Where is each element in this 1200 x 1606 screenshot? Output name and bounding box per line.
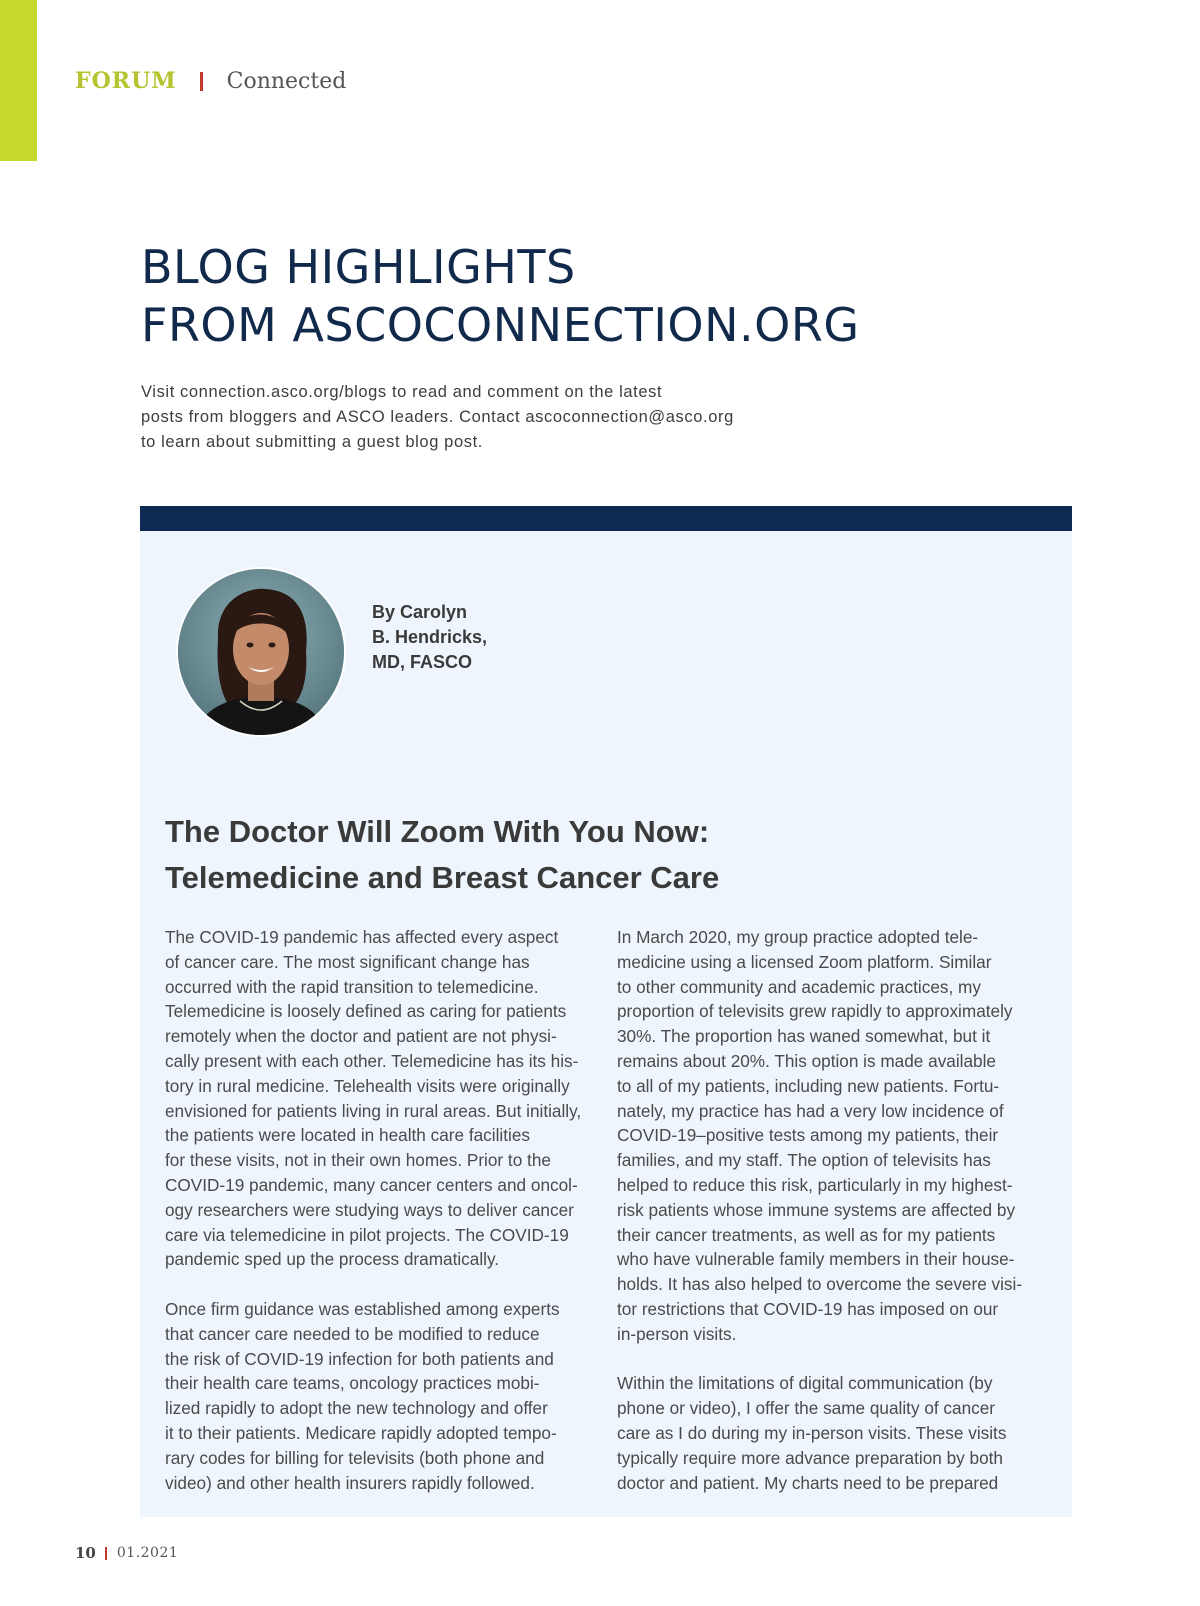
article-text-line: families, and my staff. The option of televisits has: [617, 1150, 991, 1171]
article-text-line: phone or video), I offer the same quality of cancer: [617, 1398, 996, 1419]
article-text-line: 30%. The proportion has waned somewhat, but it: [617, 1026, 991, 1047]
article-text-line: COVID-19 pandemic, many cancer centers and oncol-: [165, 1174, 578, 1195]
page-number: 10: [75, 1544, 96, 1562]
article-text-line: lized rapidly to adopt the new technology and offer: [165, 1398, 548, 1419]
intro-line: posts from bloggers and ASCO leaders. Contact ascoconnection@asco.org: [141, 408, 734, 426]
byline-line: By Carolyn: [372, 602, 468, 622]
article-text-line: remotely when the doctor and patient are not physi-: [165, 1026, 557, 1047]
article-text-line: Once firm guidance was established among experts: [165, 1298, 560, 1319]
issue-date: 01.2021: [116, 1545, 179, 1561]
article-text-line: their cancer treatments, as well as for my patients: [617, 1224, 996, 1245]
author-byline: [372, 600, 487, 675]
article-text-line: the risk of COVID-19 infection for both patients and: [165, 1348, 554, 1369]
card-header-bar: [140, 506, 1072, 531]
article-text-line: tory in rural medicine. Telehealth visits were originally: [165, 1075, 570, 1096]
article-text-line: holds. It has also helped to overcome the severe visi-: [617, 1274, 1023, 1295]
article-text-line: nately, my practice has had a very low incidence of: [617, 1100, 1004, 1121]
page-title: [141, 238, 859, 354]
article-text-line: remains about 20%. This option is made available: [617, 1050, 996, 1071]
article-text-line: in-person visits.: [617, 1323, 737, 1344]
article-text-line: ogy researchers were studying ways to deliver cancer: [165, 1199, 574, 1220]
article-text-line: medicine using a licensed Zoom platform. Similar: [617, 951, 992, 972]
article-text-line: typically require more advance preparation by both: [617, 1447, 1003, 1468]
page-title-line: FROM ASCOCONNECTION.ORG: [141, 298, 860, 352]
article-text-line: who have vulnerable family members in their house-: [617, 1249, 1015, 1270]
article-column-left: [165, 925, 602, 1495]
article-text-line: envisioned for patients living in rural areas. But initially,: [165, 1100, 582, 1121]
byline-line: MD, FASCO: [372, 652, 473, 672]
header-separator: [200, 72, 203, 91]
article-text-line: COVID-19–positive tests among my patients, their: [617, 1125, 999, 1146]
article-text-line: tor restrictions that COVID-19 has imposed on our: [617, 1298, 999, 1319]
article-text-line: video) and other health insurers rapidly followed.: [165, 1472, 535, 1493]
page-title-line: BLOG HIGHLIGHTS: [141, 240, 576, 294]
article-text-line: of cancer care. The most significant change has: [165, 951, 530, 972]
article-text-line: to other community and academic practices, my: [617, 976, 981, 997]
section-name: FORUM: [75, 68, 177, 94]
article-text-line: Within the limitations of digital communication (by: [617, 1373, 993, 1394]
section-color-tab: [0, 0, 37, 161]
intro-text: [141, 380, 781, 455]
paragraph-gap: [165, 1272, 602, 1297]
article-text-line: their health care teams, oncology practices mobi-: [165, 1373, 540, 1394]
article-text-line: for these visits, not in their own homes. Prior to the: [165, 1150, 551, 1171]
article-text-line: to all of my patients, including new patients. Fortu-: [617, 1075, 1000, 1096]
byline-line: B. Hendricks,: [372, 627, 488, 647]
article-text-line: Telemedicine is loosely defined as caring for patients: [165, 1001, 567, 1022]
article-title: [165, 809, 719, 901]
article-text-line: proportion of televisits grew rapidly to approximately: [617, 1001, 1013, 1022]
article-text-line: that cancer care needed to be modified to reduce: [165, 1323, 540, 1344]
footer-separator: [105, 1547, 107, 1560]
intro-line: to learn about submitting a guest blog post.: [141, 433, 483, 451]
author-photo: [178, 569, 344, 735]
article-text-line: In March 2020, my group practice adopted tele-: [617, 927, 979, 947]
article-text-line: rary codes for billing for televisits (both phone and: [165, 1447, 545, 1468]
running-head: [75, 66, 346, 96]
article-text-line: pandemic sped up the process dramatically.: [165, 1249, 500, 1270]
article-text-line: The COVID-19 pandemic has affected every aspect: [165, 927, 559, 947]
article-text-line: helped to reduce this risk, particularly in my highest-: [617, 1174, 1013, 1195]
article-text-line: the patients were located in health care facilities: [165, 1125, 530, 1146]
article-text-line: occurred with the rapid transition to telemedicine.: [165, 976, 539, 997]
intro-line: Visit connection.asco.org/blogs to read and comment on the latest: [141, 383, 663, 401]
article-column-right: [617, 925, 1054, 1495]
article-text-line: it to their patients. Medicare rapidly adopted tempo-: [165, 1422, 557, 1443]
article-text-line: care as I do during my in-person visits. These visits: [617, 1422, 1007, 1443]
article-text-line: doctor and patient. My charts need to be prepared: [617, 1472, 999, 1493]
article-text-line: cally present with each other. Telemedicine has its his-: [165, 1050, 579, 1071]
article-text-line: risk patients whose immune systems are affected by: [617, 1199, 1016, 1220]
article-title-line: Telemedicine and Breast Cancer Care: [165, 860, 720, 895]
article-title-line: The Doctor Will Zoom With You Now:: [165, 814, 710, 849]
article-text-line: care via telemedicine in pilot projects. The COVID-19: [165, 1224, 569, 1245]
paragraph-gap: [617, 1347, 1054, 1372]
page-footer: [75, 1544, 178, 1562]
subsection-name: Connected: [226, 68, 347, 94]
